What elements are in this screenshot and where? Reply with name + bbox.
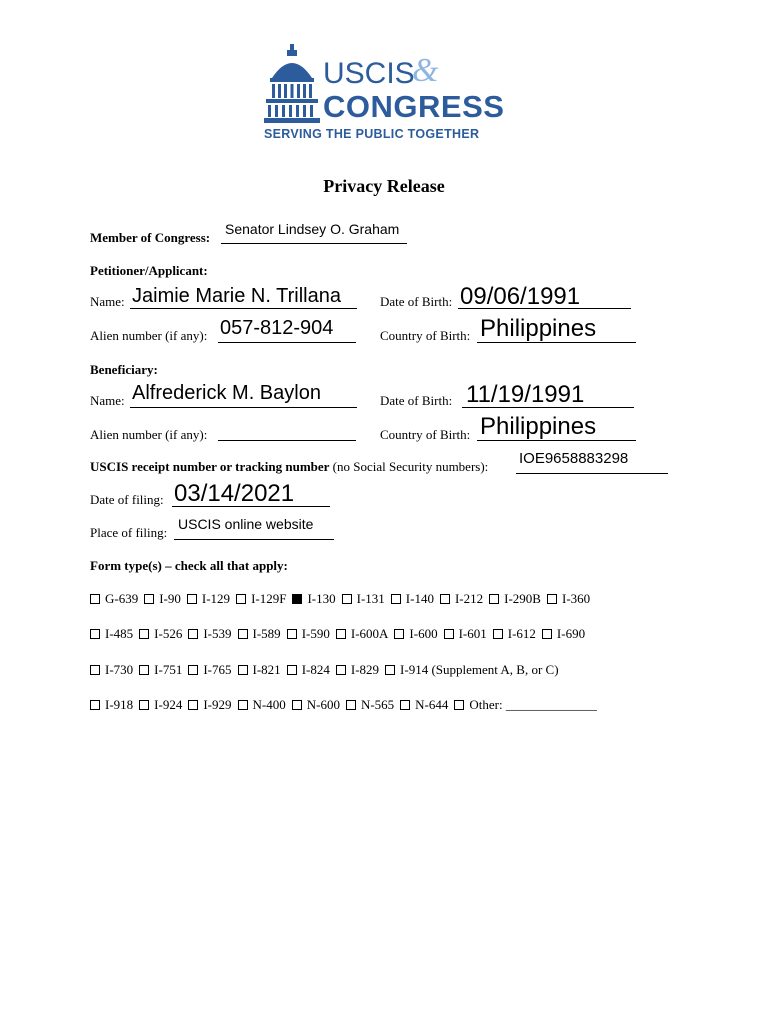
- form-type-option[interactable]: [391, 591, 434, 607]
- form-type-option[interactable]: [287, 662, 330, 678]
- form-type-label: I-590: [301, 626, 330, 641]
- beneficiary-name-field[interactable]: Alfrederick M. Baylon: [132, 382, 321, 404]
- filing-place-field[interactable]: USCIS online website: [178, 516, 314, 532]
- form-type-option[interactable]: [90, 591, 138, 607]
- form-type-label: I-829: [350, 662, 380, 677]
- checkbox-unchecked[interactable]: [385, 665, 395, 675]
- form-type-option[interactable]: [292, 697, 340, 713]
- form-type-label: I-824: [301, 662, 330, 677]
- checkbox-unchecked[interactable]: [90, 629, 100, 639]
- form-type-label: Other: ______________: [469, 697, 597, 712]
- member-of-congress-line: [221, 243, 407, 244]
- beneficiary-dob-field[interactable]: 11/19/1991: [466, 381, 585, 408]
- form-type-label: I-600: [409, 626, 438, 641]
- petitioner-alien-line: [218, 342, 356, 343]
- filing-date-label: Date of filing:: [90, 492, 164, 507]
- checkbox-unchecked[interactable]: [542, 629, 552, 639]
- form-type-label: I-589: [252, 626, 281, 641]
- checkbox-checked[interactable]: [292, 594, 302, 604]
- form-type-option[interactable]: [385, 662, 559, 678]
- beneficiary-alien-label: Alien number (if any):: [90, 427, 208, 442]
- form-type-option[interactable]: [188, 697, 231, 713]
- checkbox-unchecked[interactable]: [489, 594, 499, 604]
- checkbox-unchecked[interactable]: [493, 629, 503, 639]
- form-type-option[interactable]: [440, 591, 483, 607]
- form-type-option[interactable]: [90, 697, 133, 713]
- checkbox-unchecked[interactable]: [90, 594, 100, 604]
- form-type-label: I-751: [154, 662, 183, 677]
- form-type-option[interactable]: [292, 591, 335, 607]
- checkbox-unchecked[interactable]: [287, 665, 297, 675]
- checkbox-unchecked[interactable]: [336, 665, 346, 675]
- form-type-label: N-565: [360, 697, 395, 712]
- form-type-option[interactable]: [238, 697, 286, 713]
- form-type-option[interactable]: [287, 626, 330, 642]
- page-title: Privacy Release: [323, 176, 445, 196]
- form-type-label: N-644: [415, 697, 449, 712]
- petitioner-cob-label: Country of Birth:: [380, 328, 471, 343]
- form-type-option[interactable]: [342, 591, 385, 607]
- form-type-option[interactable]: [394, 626, 437, 642]
- beneficiary-name-line: [130, 407, 357, 408]
- checkbox-unchecked[interactable]: [139, 665, 149, 675]
- petitioner-name-field[interactable]: Jaimie Marie N. Trillana: [132, 285, 341, 307]
- beneficiary-name-label: Name:: [90, 393, 125, 408]
- form-type-label: N-600: [306, 697, 340, 712]
- checkbox-unchecked[interactable]: [391, 594, 401, 604]
- petitioner-dob-field[interactable]: 09/06/1991: [460, 283, 581, 310]
- form-type-row-2: [90, 626, 591, 642]
- filing-place-label: Place of filing:: [90, 525, 168, 540]
- checkbox-unchecked[interactable]: [400, 700, 410, 710]
- form-type-label: I-526: [154, 626, 183, 641]
- form-type-option[interactable]: [90, 626, 133, 642]
- form-type-option[interactable]: [493, 626, 536, 642]
- form-type-label: I-129: [201, 591, 231, 606]
- checkbox-unchecked[interactable]: [144, 594, 154, 604]
- form-type-option[interactable]: [542, 626, 585, 642]
- member-of-congress-label: Member of Congress:: [90, 230, 211, 245]
- checkbox-unchecked[interactable]: [292, 700, 302, 710]
- form-type-option[interactable]: [139, 662, 182, 678]
- petitioner-cob-field[interactable]: Philippines: [480, 315, 597, 342]
- checkbox-unchecked[interactable]: [547, 594, 557, 604]
- beneficiary-cob-field[interactable]: Philippines: [480, 413, 597, 440]
- form-type-label: I-539: [203, 626, 232, 641]
- checkbox-unchecked[interactable]: [139, 700, 149, 710]
- form-type-option[interactable]: [144, 591, 181, 607]
- beneficiary-heading: Beneficiary:: [90, 362, 158, 377]
- form-type-label: I-290B: [504, 591, 541, 606]
- checkbox-unchecked[interactable]: [342, 594, 352, 604]
- form-type-label: I-730: [105, 662, 134, 677]
- form-type-label: I-212: [454, 591, 484, 606]
- form-type-label: I-612: [507, 626, 536, 641]
- form-type-label: I-360: [561, 591, 591, 606]
- checkbox-unchecked[interactable]: [90, 665, 100, 675]
- form-type-label: I-131: [356, 591, 385, 606]
- receipt-label-note: (no Social Security numbers):: [332, 459, 489, 474]
- petitioner-name-label: Name:: [90, 294, 125, 309]
- filing-place-line: [174, 539, 334, 540]
- form-type-label: I-601: [458, 626, 487, 641]
- member-of-congress-field[interactable]: Senator Lindsey O. Graham: [225, 221, 400, 237]
- form-type-option[interactable]: [336, 626, 389, 642]
- form-type-label: I-914 (Supplement A, B, or C): [400, 662, 559, 677]
- petitioner-heading: Petitioner/Applicant:: [90, 263, 208, 278]
- beneficiary-cob-label: Country of Birth:: [380, 427, 471, 442]
- form-type-option[interactable]: [187, 591, 230, 607]
- form-type-option[interactable]: [400, 697, 448, 713]
- checkbox-unchecked[interactable]: [188, 665, 198, 675]
- logo-congress-text: CONGRESS: [323, 89, 505, 124]
- form-type-option[interactable]: [238, 626, 281, 642]
- form-type-option[interactable]: [489, 591, 541, 607]
- logo-ampersand: &: [412, 52, 439, 89]
- form-type-label: I-90: [159, 591, 181, 606]
- checkbox-unchecked[interactable]: [90, 700, 100, 710]
- capitol-dome-icon: [264, 44, 320, 124]
- checkbox-unchecked[interactable]: [394, 629, 404, 639]
- receipt-number-field[interactable]: IOE9658883298: [519, 450, 629, 467]
- form-type-option[interactable]: [90, 662, 133, 678]
- form-type-label: I-821: [252, 662, 281, 677]
- filing-date-field[interactable]: 03/14/2021: [174, 480, 295, 507]
- receipt-label: [90, 459, 488, 475]
- checkbox-unchecked[interactable]: [188, 629, 198, 639]
- form-type-option[interactable]: [139, 697, 182, 713]
- receipt-label-bold: USCIS receipt number or tracking number: [90, 459, 330, 474]
- form-type-option[interactable]: [188, 662, 231, 678]
- form-type-label: I-130: [307, 591, 336, 606]
- checkbox-unchecked[interactable]: [454, 700, 464, 710]
- form-type-label: I-140: [405, 591, 434, 606]
- form-type-row-4: [90, 697, 603, 713]
- form-type-label: I-690: [556, 626, 586, 641]
- form-type-row-3: [90, 662, 565, 678]
- form-type-label: N-400: [252, 697, 286, 712]
- form-type-label: I-485: [105, 626, 134, 641]
- checkbox-unchecked[interactable]: [444, 629, 454, 639]
- receipt-line: [516, 473, 668, 474]
- checkbox-unchecked[interactable]: [346, 700, 356, 710]
- form-type-option[interactable]: [238, 662, 281, 678]
- petitioner-name-line: [130, 308, 357, 309]
- form-type-label: I-765: [203, 662, 232, 677]
- checkbox-unchecked[interactable]: [187, 594, 197, 604]
- logo-tagline: SERVING THE PUBLIC TOGETHER: [264, 127, 480, 141]
- form-type-option[interactable]: [188, 626, 231, 642]
- form-type-label: I-929: [203, 697, 232, 712]
- form-type-option[interactable]: [346, 697, 394, 713]
- form-type-option[interactable]: [454, 697, 596, 713]
- form-type-option[interactable]: [139, 626, 182, 642]
- logo-uscis-text: USCIS: [323, 57, 415, 90]
- form-types-heading: Form type(s) – check all that apply:: [90, 558, 288, 573]
- beneficiary-alien-line: [218, 440, 356, 441]
- checkbox-unchecked[interactable]: [238, 665, 248, 675]
- form-type-option[interactable]: [336, 662, 379, 678]
- form-type-option[interactable]: [547, 591, 590, 607]
- beneficiary-dob-label: Date of Birth:: [380, 393, 453, 408]
- petitioner-alien-field[interactable]: 057-812-904: [220, 317, 334, 339]
- form-type-label: I-924: [154, 697, 183, 712]
- checkbox-unchecked[interactable]: [336, 629, 346, 639]
- checkbox-unchecked[interactable]: [139, 629, 149, 639]
- form-type-label: G-639: [105, 591, 139, 606]
- checkbox-unchecked[interactable]: [238, 629, 248, 639]
- form-type-option[interactable]: [444, 626, 487, 642]
- form-type-row-1: [90, 591, 596, 607]
- form-type-label: I-918: [105, 697, 134, 712]
- form-type-option[interactable]: [236, 591, 286, 607]
- petitioner-dob-label: Date of Birth:: [380, 294, 453, 309]
- checkbox-unchecked[interactable]: [238, 700, 248, 710]
- form-type-label: I-600A: [350, 626, 389, 641]
- checkbox-unchecked[interactable]: [440, 594, 450, 604]
- checkbox-unchecked[interactable]: [236, 594, 246, 604]
- checkbox-unchecked[interactable]: [287, 629, 297, 639]
- form-type-label: I-129F: [251, 591, 287, 606]
- petitioner-alien-label: Alien number (if any):: [90, 328, 208, 343]
- checkbox-unchecked[interactable]: [188, 700, 198, 710]
